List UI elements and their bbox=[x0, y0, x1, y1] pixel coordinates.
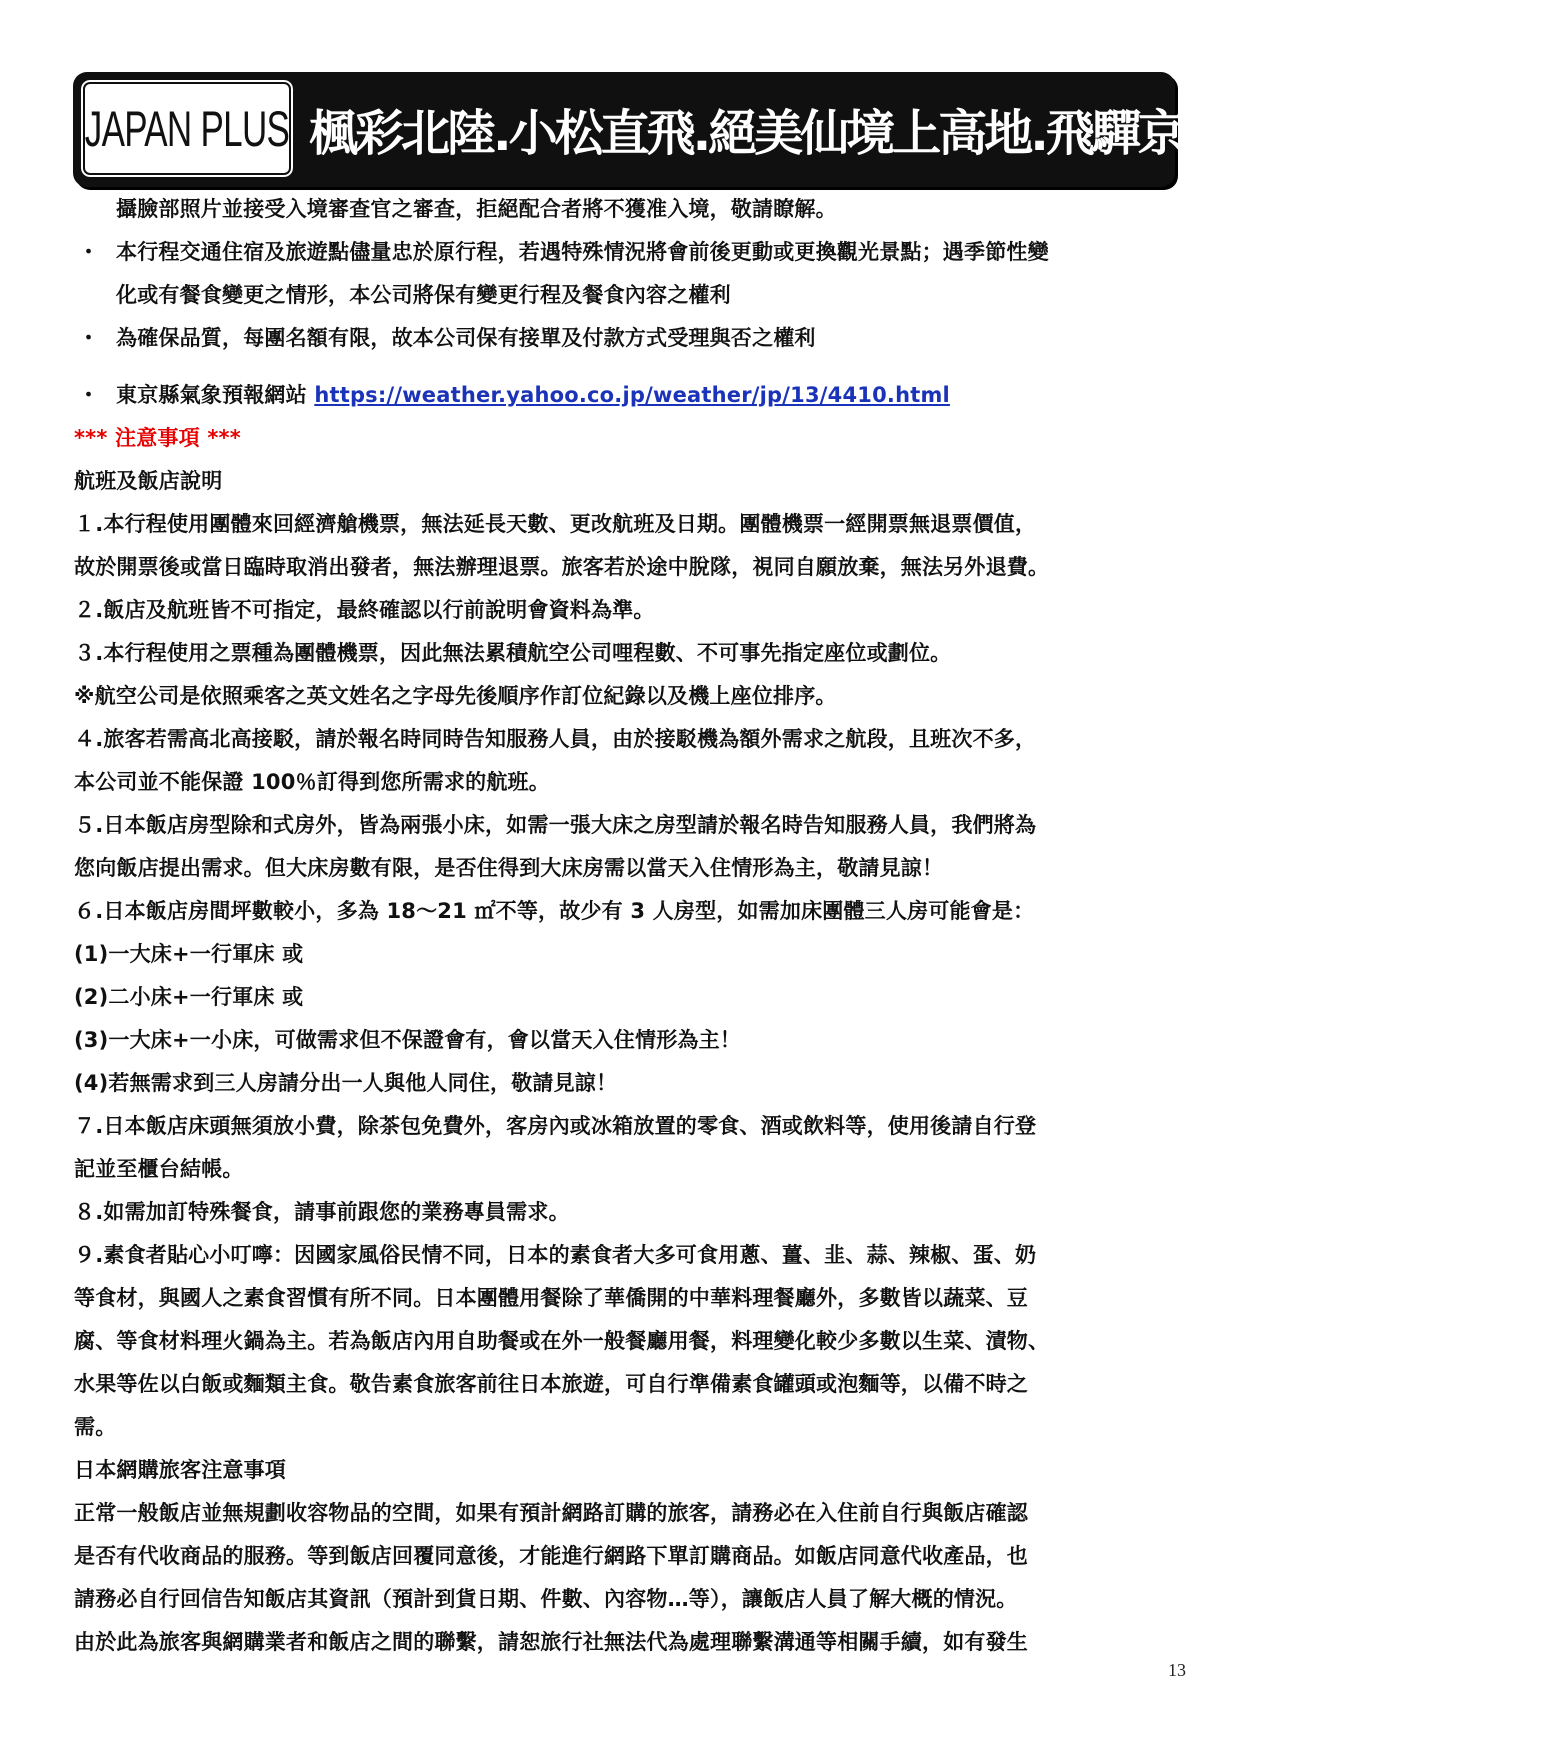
bullet-text: 本行程交通住宿及旅遊點儘量忠於原行程，若遇特殊情況將會前後更動或更換觀光景點；遇季節性變 bbox=[116, 240, 1049, 264]
paragraph-line: 您向飯店提出需求。但大床房數有限，是否住得到大床房需以當天入住情形為主，敬請見諒！ bbox=[74, 856, 944, 880]
bullet-text: 為確保品質，每團名額有限，故本公司保有接單及付款方式受理與否之權利 bbox=[116, 326, 816, 350]
notice-heading: *** 注意事項 *** bbox=[74, 426, 241, 450]
paragraph-line: ※航空公司是依照乘客之英文姓名之字母先後順序作訂位紀錄以及機上座位排序。 bbox=[74, 684, 837, 708]
paragraph-line: 記並至櫃台結帳。 bbox=[74, 1157, 244, 1181]
paragraph-line: 由於此為旅客與網購業者和飯店之間的聯繫，請恕旅行社無法代為處理聯繫溝通等相關手續，如有發生 bbox=[74, 1630, 1028, 1654]
paragraph-line: 需。 bbox=[74, 1415, 117, 1439]
option-line: (1)一大床+一行軍床 或 bbox=[74, 942, 304, 966]
paragraph-line: 水果等佐以白飯或麵類主食。敬告素食旅客前往日本旅遊，可自行準備素食罐頭或泡麵等，以備不時之 bbox=[74, 1372, 1028, 1396]
weather-link[interactable]: https://weather.yahoo.co.jp/weather/jp/13/4410.html bbox=[314, 383, 950, 407]
paragraph-line: 正常一般飯店並無規劃收容物品的空間，如果有預計網路訂購的旅客，請務必在入住前自行與飯店確認 bbox=[74, 1501, 1028, 1525]
paragraph-line: 等食材，與國人之素食習慣有所不同。日本團體用餐除了華僑開的中華料理餐廳外，多數皆以蔬菜、豆 bbox=[74, 1286, 1028, 1310]
header-banner bbox=[73, 72, 1567, 187]
brand-logo-box bbox=[78, 77, 296, 180]
paragraph-line: 是否有代收商品的服務。等到飯店回覆同意後，才能進行網路下單訂購商品。如飯店同意代收產品，也 bbox=[74, 1544, 1028, 1568]
brand-logo: JAPAN PLUS bbox=[84, 100, 290, 157]
bullet-item bbox=[74, 231, 1204, 274]
paragraph-line: ８.如需加訂特殊餐食，請事前跟您的業務專員需求。 bbox=[74, 1200, 570, 1224]
option-line: (3)一大床+一小床，可做需求但不保證會有，會以當天入住情形為主！ bbox=[74, 1028, 742, 1052]
page-number: 13 bbox=[1168, 1660, 1186, 1680]
section-heading: 航班及飯店說明 bbox=[74, 469, 223, 493]
paragraph-line: １.本行程使用團體來回經濟艙機票，無法延長天數、更改航班及日期。團體機票一經開票無退票價值， bbox=[74, 512, 1037, 536]
spacer bbox=[74, 360, 1204, 374]
bullet-marker: ・ bbox=[78, 383, 100, 407]
bullet-item bbox=[74, 317, 1204, 360]
tour-title: 楓彩北陸.小松直飛.絕美仙境上高地.飛驒京都.昇龍道溫泉五日 bbox=[309, 104, 1567, 162]
paragraph-line: 請務必自行回信告知飯店其資訊（預計到貨日期、件數、內容物…等），讓飯店人員了解大概的情況。 bbox=[74, 1587, 1018, 1611]
paragraph-line: ９.素食者貼心小叮嚀：因國家風俗民情不同，日本的素食者大多可食用蔥、薑、韭、蒜、辣椒、蛋、奶 bbox=[74, 1243, 1037, 1267]
weather-label: 東京縣氣象預報網站 bbox=[116, 383, 315, 407]
paragraph-line: 故於開票後或當日臨時取消出發者，無法辦理退票。旅客若於途中脫隊，視同自願放棄，無法另外退費。 bbox=[74, 555, 1050, 579]
paragraph-line: ４.旅客若需高北高接駁，請於報名時同時告知服務人員，由於接駁機為額外需求之航段，且班次不多， bbox=[74, 727, 1037, 751]
paragraph-line: 本公司並不能保證 100％訂得到您所需求的航班。 bbox=[74, 770, 550, 794]
paragraph-line: 腐、等食材料理火鍋為主。若為飯店內用自助餐或在外一般餐廳用餐，料理變化較少多數以生菜、漬物、 bbox=[74, 1329, 1050, 1353]
paragraph-line: 攝臉部照片並接受入境審查官之審查，拒絕配合者將不獲准入境，敬請瞭解。 bbox=[116, 197, 837, 221]
bullet-marker: ・ bbox=[78, 326, 100, 350]
paragraph-line: ３.本行程使用之票種為團體機票，因此無法累積航空公司哩程數、不可事先指定座位或劃位。 bbox=[74, 641, 952, 665]
paragraph-line: 化或有餐食變更之情形，本公司將保有變更行程及餐食內容之權利 bbox=[116, 283, 731, 307]
bullet-marker: ・ bbox=[78, 240, 100, 264]
section-heading: 日本網購旅客注意事項 bbox=[74, 1458, 286, 1482]
option-line: (4)若無需求到三人房請分出一人與他人同住，敬請見諒！ bbox=[74, 1071, 618, 1095]
paragraph-line: ７.日本飯店床頭無須放小費，除茶包免費外，客房內或冰箱放置的零食、酒或飲料等，使用後請自行登 bbox=[74, 1114, 1037, 1138]
paragraph-line: ２.飯店及航班皆不可指定，最終確認以行前說明會資料為準。 bbox=[74, 598, 655, 622]
bullet-item bbox=[74, 374, 1204, 417]
document-body bbox=[74, 188, 1204, 1664]
option-line: (2)二小床+一行軍床 或 bbox=[74, 985, 304, 1009]
paragraph-line: ５.日本飯店房型除和式房外，皆為兩張小床，如需一張大床之房型請於報名時告知服務人員，我們將為 bbox=[74, 813, 1037, 837]
paragraph-line: ６.日本飯店房間坪數較小，多為 18～21 ㎡不等，故少有 3 人房型，如需加床團體三人房可能會是： bbox=[74, 899, 1035, 923]
